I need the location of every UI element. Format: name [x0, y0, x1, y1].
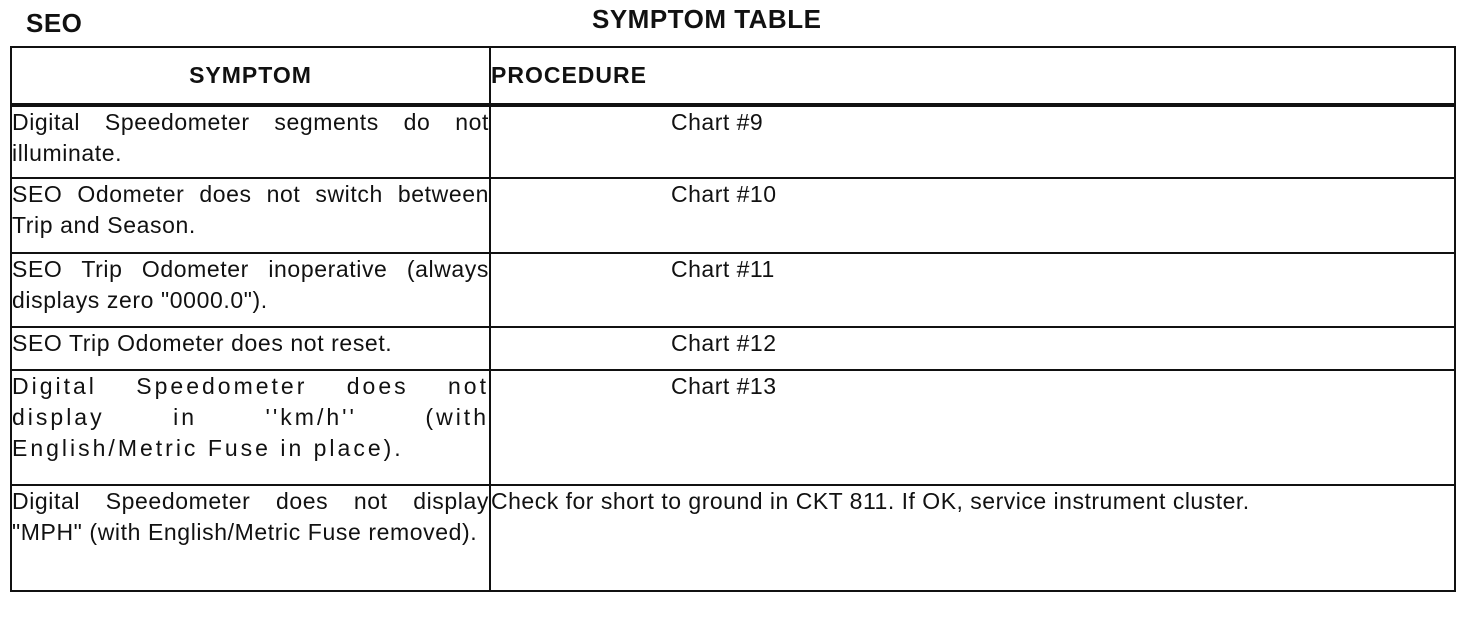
symptom-cell: SEO Trip Odometer does not reset. — [11, 327, 490, 370]
table-row — [11, 105, 1455, 178]
table-row — [11, 178, 1455, 253]
page-title: SYMPTOM TABLE — [592, 4, 822, 34]
section-label: SEO — [26, 8, 83, 38]
procedure-cell: Chart #10 — [490, 178, 1455, 253]
symptom-cell: Digital Speedometer does not display in ''km/h'' (with English/Metric Fuse in place). — [11, 370, 490, 485]
symptom-cell: Digital Speedometer segments do not illuminate. — [11, 105, 490, 178]
symptom-table — [10, 46, 1456, 592]
table-row — [11, 253, 1455, 327]
table-row — [11, 327, 1455, 370]
table-row — [11, 370, 1455, 485]
column-header-symptom: SYMPTOM — [11, 47, 490, 105]
procedure-cell: Chart #9 — [490, 105, 1455, 178]
procedure-cell: Chart #12 — [490, 327, 1455, 370]
column-header-procedure: PROCEDURE — [490, 47, 1455, 105]
symptom-cell: SEO Odometer does not switch between Trip and Season. — [11, 178, 490, 253]
procedure-cell: Chart #11 — [490, 253, 1455, 327]
procedure-cell: Check for short to ground in CKT 811. If OK, service instrument cluster. — [490, 485, 1455, 591]
procedure-cell: Chart #13 — [490, 370, 1455, 485]
symptom-cell: SEO Trip Odometer inoperative (always displays zero "0000.0"). — [11, 253, 490, 327]
table-row — [11, 485, 1455, 591]
symptom-cell: Digital Speedometer does not display "MPH" (with English/Metric Fuse removed). — [11, 485, 490, 591]
table-header-row — [11, 47, 1455, 105]
